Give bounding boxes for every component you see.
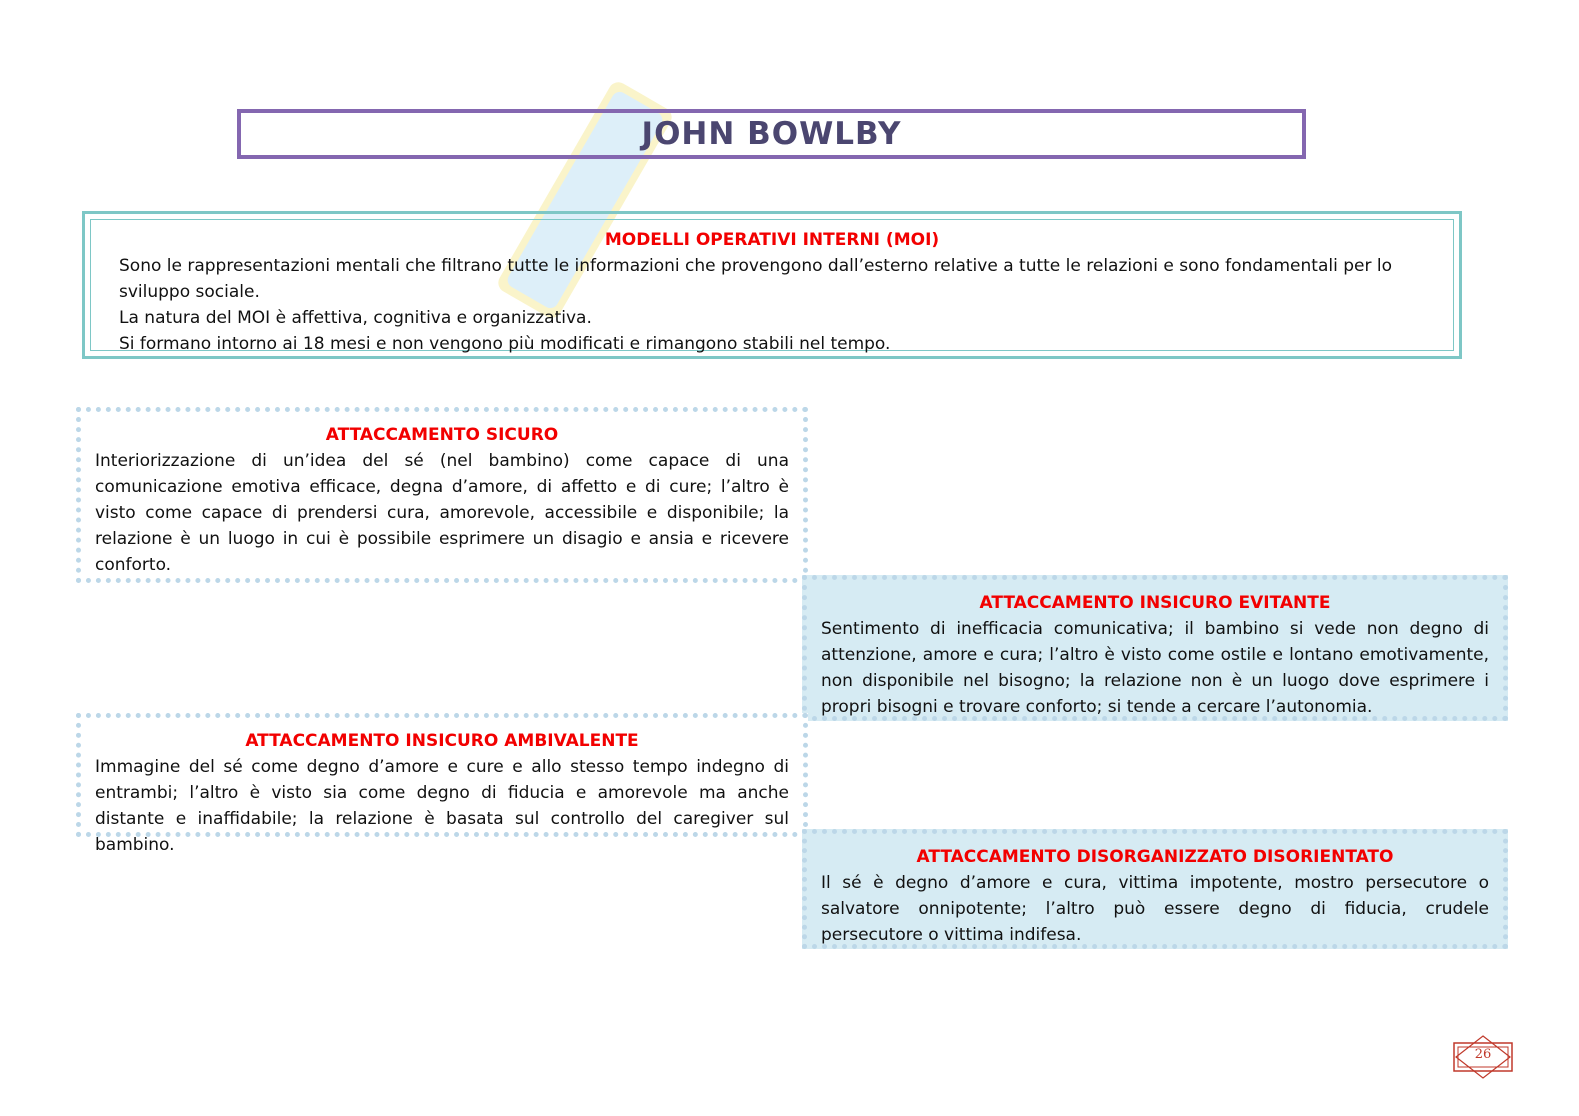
card-heading: ATTACCAMENTO SICURO xyxy=(325,425,559,445)
page-title: JOHN BOWLBY xyxy=(641,116,902,152)
moi-line: Sono le rappresentazioni mentali che filtrano tutte le informazioni che provengono dall’esterno relative a tutte le relazioni e sono fondamentali per lo sviluppo sociale. xyxy=(119,256,1392,302)
page-number-badge xyxy=(1452,1035,1514,1079)
card-text: Il sé è degno d’amore e cura, vittima impotente, mostro persecutore o salvatore onnipotente; l’altro può essere degno di fiducia, crudele persecutore o vittima indifesa. xyxy=(821,873,1489,945)
card-heading: ATTACCAMENTO INSICURO AMBIVALENTE xyxy=(245,731,639,751)
card-attaccamento-ambivalente xyxy=(76,713,808,855)
card-text: Interiorizzazione di un’idea del sé (nel bambino) come capace di una comunicazione emotiva efficace, degna d’amore, di affetto e di cure; l’altro è visto come capace di prendersi cura, amorevole, accessibile e disponibile; la relazione è un luogo in cui è possibile esprimere un disagio e ansia e ricevere conforto. xyxy=(95,451,789,575)
card-attaccamento-sicuro xyxy=(76,407,808,583)
card-attaccamento-disorganizzato xyxy=(802,829,1508,949)
moi-box xyxy=(82,211,1462,359)
card-text: Immagine del sé come degno d’amore e cure e allo stesso tempo indegno di entrambi; l’altro è visto sia come degno di fiducia e amorevole ma anche distante e inaffidabile; la relazione è basata sul controllo del caregiver sul bambino. xyxy=(95,757,789,855)
moi-text xyxy=(119,253,1425,357)
card-heading: ATTACCAMENTO INSICURO EVITANTE xyxy=(979,593,1331,613)
moi-line: Si formano intorno ai 18 mesi e non vengono più modificati e rimangono stabili nel tempo. xyxy=(119,334,891,354)
page-number: 26 xyxy=(1474,1047,1492,1062)
card-attaccamento-evitante xyxy=(802,575,1508,721)
card-heading: ATTACCAMENTO DISORGANIZZATO DISORIENTATO xyxy=(916,847,1394,867)
moi-box-inner xyxy=(90,219,1454,354)
card-text: Sentimento di inefficacia comunicativa; il bambino si vede non degno di attenzione, amore e cura; l’altro è visto come ostile e lontano emotivamente, non disponibile nel bisogno; la relazione non è un luogo dove esprimere i propri bisogni e trovare conforto; si tende a cercare l’autonomia. xyxy=(821,619,1489,717)
moi-heading: MODELLI OPERATIVI INTERNI (MOI) xyxy=(604,230,940,250)
page-title-box xyxy=(237,109,1306,159)
moi-line: La natura del MOI è affettiva, cognitiva e organizzativa. xyxy=(119,308,592,328)
